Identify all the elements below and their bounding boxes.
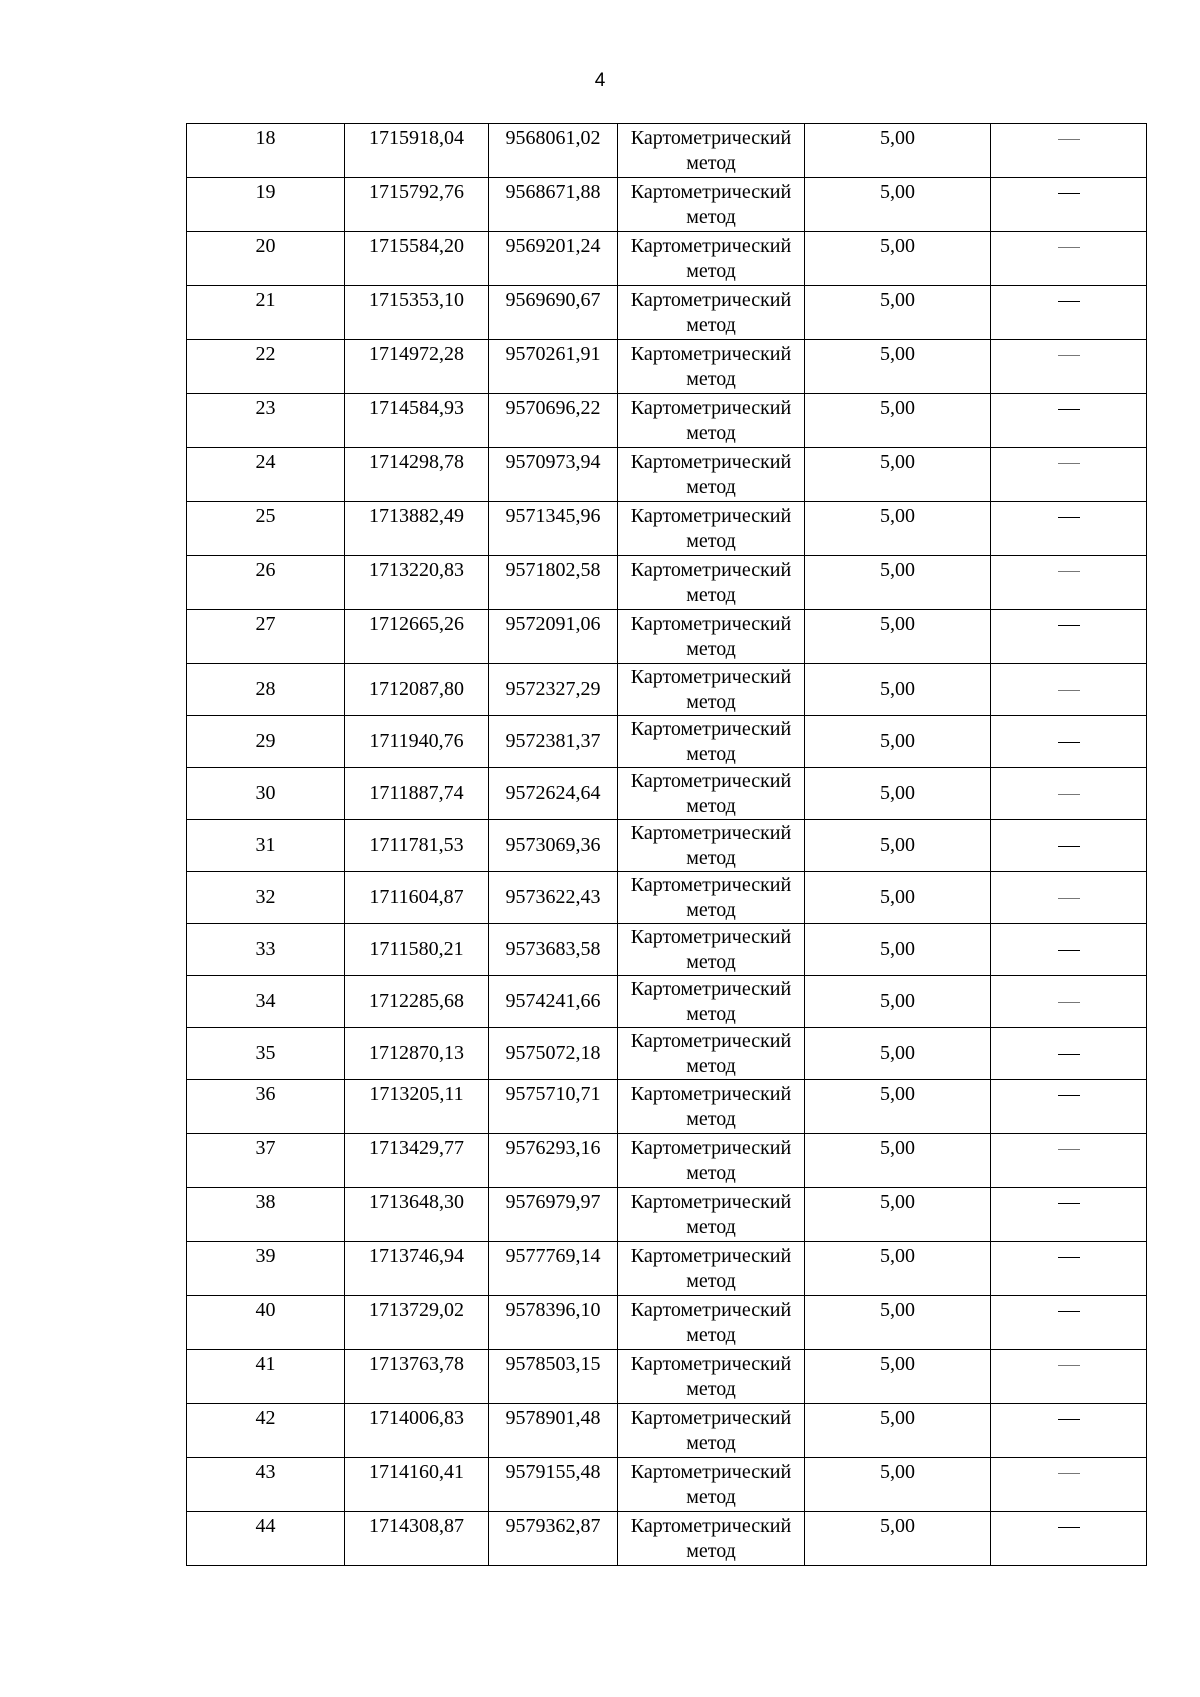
point-number-cell: 22 [187,340,345,394]
x-coordinate-cell: 1714160,41 [345,1458,489,1512]
accuracy-cell: 5,00 [805,286,991,340]
method-cell: Картометрический метод [618,1512,805,1566]
point-number-cell: 39 [187,1242,345,1296]
dash-mark [1058,409,1080,410]
x-coordinate-cell: 1713763,78 [345,1350,489,1404]
y-coordinate-cell: 9576979,97 [489,1188,618,1242]
table-row [187,872,1147,924]
y-coordinate-cell: 9572327,29 [489,664,618,716]
method-cell: Картометрический метод [618,340,805,394]
y-coordinate-cell: 9571345,96 [489,502,618,556]
table-row [187,232,1147,286]
table-row [187,820,1147,872]
table-row [187,1350,1147,1404]
method-cell: Картометрический метод [618,1080,805,1134]
accuracy-cell: 5,00 [805,1404,991,1458]
dash-mark [1058,950,1080,951]
dash-mark [1058,301,1080,302]
dash-mark [1058,1002,1080,1003]
accuracy-cell: 5,00 [805,1080,991,1134]
x-coordinate-cell: 1712665,26 [345,610,489,664]
y-coordinate-cell: 9569201,24 [489,232,618,286]
accuracy-cell: 5,00 [805,820,991,872]
x-coordinate-cell: 1715353,10 [345,286,489,340]
accuracy-cell: 5,00 [805,610,991,664]
table-row [187,1404,1147,1458]
y-coordinate-cell: 9576293,16 [489,1134,618,1188]
x-coordinate-cell: 1713205,11 [345,1080,489,1134]
x-coordinate-cell: 1714584,93 [345,394,489,448]
note-cell [991,1350,1147,1404]
x-coordinate-cell: 1712870,13 [345,1028,489,1080]
method-cell: Картометрический метод [618,448,805,502]
point-number-cell: 29 [187,716,345,768]
y-coordinate-cell: 9568061,02 [489,124,618,178]
table-row [187,768,1147,820]
note-cell [991,664,1147,716]
accuracy-cell: 5,00 [805,872,991,924]
x-coordinate-cell: 1713648,30 [345,1188,489,1242]
x-coordinate-cell: 1711887,74 [345,768,489,820]
x-coordinate-cell: 1712087,80 [345,664,489,716]
method-cell: Картометрический метод [618,286,805,340]
point-number-cell: 35 [187,1028,345,1080]
note-cell [991,768,1147,820]
table-row [187,286,1147,340]
point-number-cell: 36 [187,1080,345,1134]
note-cell [991,1188,1147,1242]
y-coordinate-cell: 9570261,91 [489,340,618,394]
note-cell [991,1296,1147,1350]
note-cell [991,1028,1147,1080]
point-number-cell: 19 [187,178,345,232]
table-row [187,1296,1147,1350]
note-cell [991,1458,1147,1512]
note-cell [991,820,1147,872]
dash-mark [1058,846,1080,847]
table-row [187,1188,1147,1242]
y-coordinate-cell: 9575710,71 [489,1080,618,1134]
note-cell [991,610,1147,664]
note-cell [991,1512,1147,1566]
table-row [187,976,1147,1028]
x-coordinate-cell: 1711604,87 [345,872,489,924]
dash-mark [1058,1365,1080,1366]
x-coordinate-cell: 1713882,49 [345,502,489,556]
point-number-cell: 18 [187,124,345,178]
page-number: 4 [594,70,606,91]
point-number-cell: 30 [187,768,345,820]
accuracy-cell: 5,00 [805,448,991,502]
y-coordinate-cell: 9571802,58 [489,556,618,610]
point-number-cell: 44 [187,1512,345,1566]
table-row [187,556,1147,610]
point-number-cell: 33 [187,924,345,976]
y-coordinate-cell: 9577769,14 [489,1242,618,1296]
dash-mark [1058,742,1080,743]
dash-mark [1058,794,1080,795]
x-coordinate-cell: 1711940,76 [345,716,489,768]
dash-mark [1058,690,1080,691]
dash-mark [1058,625,1080,626]
y-coordinate-cell: 9573069,36 [489,820,618,872]
note-cell [991,1080,1147,1134]
y-coordinate-cell: 9574241,66 [489,976,618,1028]
note-cell [991,232,1147,286]
point-number-cell: 34 [187,976,345,1028]
point-number-cell: 21 [187,286,345,340]
method-cell: Картометрический метод [618,502,805,556]
point-number-cell: 37 [187,1134,345,1188]
coordinates-table-body [187,124,1147,1566]
dash-mark [1058,463,1080,464]
note-cell [991,556,1147,610]
dash-mark [1058,1095,1080,1096]
y-coordinate-cell: 9575072,18 [489,1028,618,1080]
method-cell: Картометрический метод [618,1404,805,1458]
note-cell [991,286,1147,340]
y-coordinate-cell: 9572091,06 [489,610,618,664]
note-cell [991,178,1147,232]
table-row [187,1242,1147,1296]
x-coordinate-cell: 1715584,20 [345,232,489,286]
accuracy-cell: 5,00 [805,716,991,768]
method-cell: Картометрический метод [618,1350,805,1404]
y-coordinate-cell: 9579155,48 [489,1458,618,1512]
method-cell: Картометрический метод [618,1028,805,1080]
y-coordinate-cell: 9570696,22 [489,394,618,448]
accuracy-cell: 5,00 [805,340,991,394]
dash-mark [1058,1311,1080,1312]
point-number-cell: 43 [187,1458,345,1512]
method-cell: Картометрический метод [618,976,805,1028]
point-number-cell: 24 [187,448,345,502]
table-row [187,124,1147,178]
table-row [187,394,1147,448]
x-coordinate-cell: 1712285,68 [345,976,489,1028]
point-number-cell: 26 [187,556,345,610]
accuracy-cell: 5,00 [805,976,991,1028]
accuracy-cell: 5,00 [805,1028,991,1080]
x-coordinate-cell: 1714308,87 [345,1512,489,1566]
dash-mark [1058,1527,1080,1528]
table-row [187,1512,1147,1566]
y-coordinate-cell: 9572381,37 [489,716,618,768]
note-cell [991,976,1147,1028]
method-cell: Картометрический метод [618,124,805,178]
point-number-cell: 27 [187,610,345,664]
x-coordinate-cell: 1715918,04 [345,124,489,178]
point-number-cell: 42 [187,1404,345,1458]
accuracy-cell: 5,00 [805,1512,991,1566]
dash-mark [1058,139,1080,140]
table-row [187,716,1147,768]
y-coordinate-cell: 9573622,43 [489,872,618,924]
table-row [187,178,1147,232]
y-coordinate-cell: 9578396,10 [489,1296,618,1350]
dash-mark [1058,1203,1080,1204]
point-number-cell: 40 [187,1296,345,1350]
x-coordinate-cell: 1713429,77 [345,1134,489,1188]
note-cell [991,872,1147,924]
method-cell: Картометрический метод [618,610,805,664]
method-cell: Картометрический метод [618,1242,805,1296]
note-cell [991,924,1147,976]
x-coordinate-cell: 1711580,21 [345,924,489,976]
note-cell [991,1242,1147,1296]
accuracy-cell: 5,00 [805,502,991,556]
dash-mark [1058,1419,1080,1420]
x-coordinate-cell: 1713729,02 [345,1296,489,1350]
note-cell [991,124,1147,178]
y-coordinate-cell: 9578901,48 [489,1404,618,1458]
note-cell [991,448,1147,502]
accuracy-cell: 5,00 [805,664,991,716]
x-coordinate-cell: 1713220,83 [345,556,489,610]
method-cell: Картометрический метод [618,768,805,820]
method-cell: Картометрический метод [618,556,805,610]
note-cell [991,394,1147,448]
note-cell [991,1134,1147,1188]
accuracy-cell: 5,00 [805,556,991,610]
x-coordinate-cell: 1711781,53 [345,820,489,872]
point-number-cell: 31 [187,820,345,872]
y-coordinate-cell: 9573683,58 [489,924,618,976]
coordinates-table [186,123,1147,1566]
table-row [187,448,1147,502]
accuracy-cell: 5,00 [805,1458,991,1512]
method-cell: Картометрический метод [618,664,805,716]
dash-mark [1058,1257,1080,1258]
point-number-cell: 32 [187,872,345,924]
method-cell: Картометрический метод [618,394,805,448]
method-cell: Картометрический метод [618,924,805,976]
y-coordinate-cell: 9578503,15 [489,1350,618,1404]
table-row [187,502,1147,556]
dash-mark [1058,1054,1080,1055]
note-cell [991,716,1147,768]
accuracy-cell: 5,00 [805,924,991,976]
accuracy-cell: 5,00 [805,232,991,286]
point-number-cell: 23 [187,394,345,448]
accuracy-cell: 5,00 [805,1134,991,1188]
x-coordinate-cell: 1713746,94 [345,1242,489,1296]
y-coordinate-cell: 9569690,67 [489,286,618,340]
dash-mark [1058,898,1080,899]
method-cell: Картометрический метод [618,1296,805,1350]
accuracy-cell: 5,00 [805,768,991,820]
x-coordinate-cell: 1714972,28 [345,340,489,394]
accuracy-cell: 5,00 [805,1296,991,1350]
point-number-cell: 20 [187,232,345,286]
table-row [187,610,1147,664]
table-row [187,924,1147,976]
dash-mark [1058,1473,1080,1474]
accuracy-cell: 5,00 [805,178,991,232]
method-cell: Картометрический метод [618,820,805,872]
note-cell [991,502,1147,556]
dash-mark [1058,193,1080,194]
y-coordinate-cell: 9572624,64 [489,768,618,820]
x-coordinate-cell: 1714298,78 [345,448,489,502]
point-number-cell: 41 [187,1350,345,1404]
y-coordinate-cell: 9570973,94 [489,448,618,502]
point-number-cell: 25 [187,502,345,556]
dash-mark [1058,517,1080,518]
y-coordinate-cell: 9579362,87 [489,1512,618,1566]
point-number-cell: 28 [187,664,345,716]
table-row [187,1134,1147,1188]
method-cell: Картометрический метод [618,1134,805,1188]
note-cell [991,340,1147,394]
method-cell: Картометрический метод [618,232,805,286]
method-cell: Картометрический метод [618,716,805,768]
note-cell [991,1404,1147,1458]
method-cell: Картометрический метод [618,1188,805,1242]
accuracy-cell: 5,00 [805,124,991,178]
x-coordinate-cell: 1715792,76 [345,178,489,232]
method-cell: Картометрический метод [618,1458,805,1512]
accuracy-cell: 5,00 [805,394,991,448]
dash-mark [1058,571,1080,572]
point-number-cell: 38 [187,1188,345,1242]
table-row [187,1080,1147,1134]
dash-mark [1058,1149,1080,1150]
x-coordinate-cell: 1714006,83 [345,1404,489,1458]
accuracy-cell: 5,00 [805,1188,991,1242]
table-row [187,1028,1147,1080]
table-row [187,340,1147,394]
table-row [187,1458,1147,1512]
table-row [187,664,1147,716]
method-cell: Картометрический метод [618,872,805,924]
accuracy-cell: 5,00 [805,1242,991,1296]
method-cell: Картометрический метод [618,178,805,232]
dash-mark [1058,247,1080,248]
y-coordinate-cell: 9568671,88 [489,178,618,232]
accuracy-cell: 5,00 [805,1350,991,1404]
dash-mark [1058,355,1080,356]
